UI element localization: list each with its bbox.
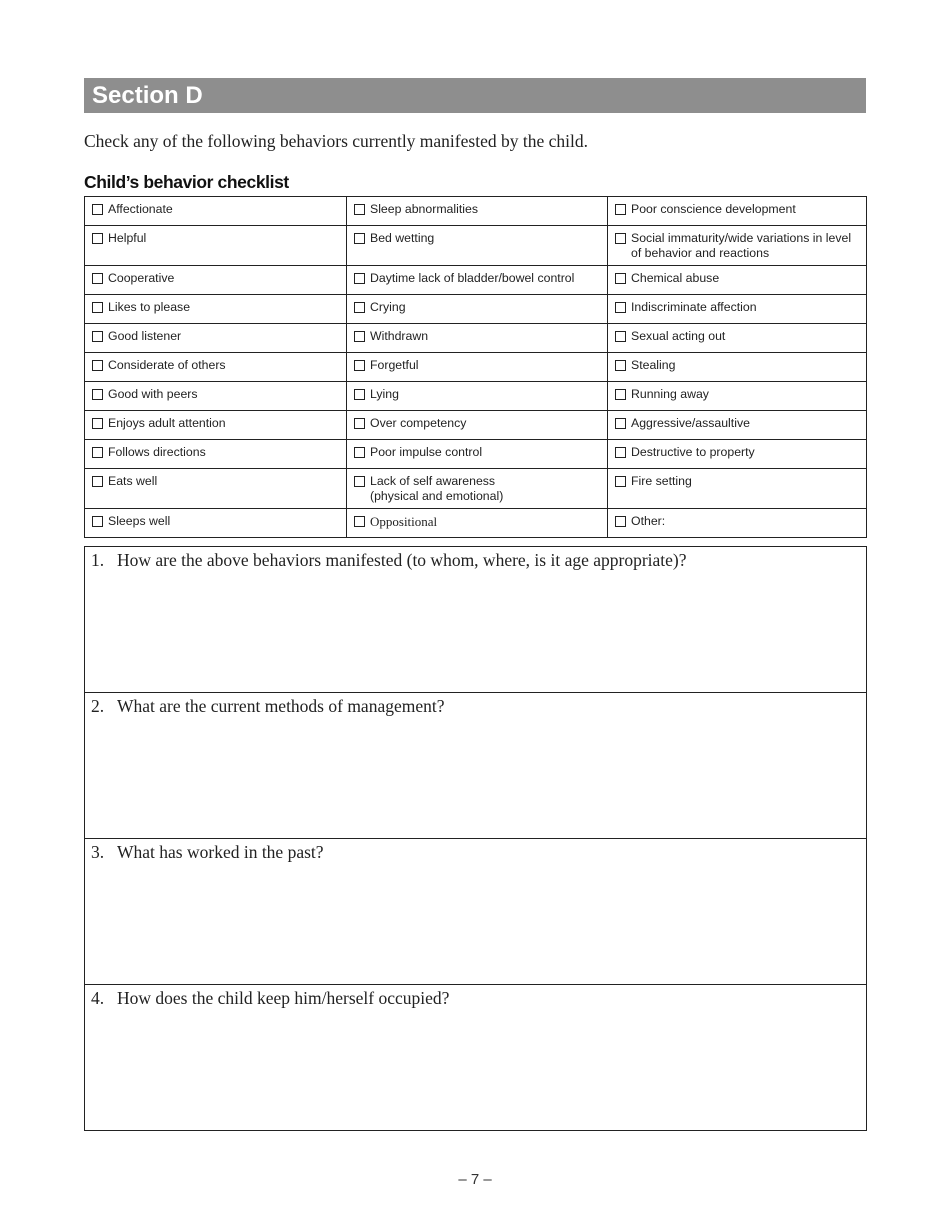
checklist-item-label: Eats well bbox=[108, 474, 158, 488]
checklist-item-label: Bed wetting bbox=[370, 231, 435, 245]
checklist-item-label: Good listener bbox=[108, 329, 182, 343]
checklist-cell bbox=[347, 295, 608, 324]
checklist-item-label: Considerate of others bbox=[108, 358, 226, 372]
checklist-cell bbox=[347, 509, 608, 538]
checklist-item-label: Oppositional bbox=[370, 514, 438, 529]
checklist-item[interactable] bbox=[92, 514, 339, 529]
checklist-cell bbox=[608, 469, 867, 509]
checkbox[interactable] bbox=[92, 418, 103, 429]
checklist-cell bbox=[347, 469, 608, 509]
checkbox[interactable] bbox=[92, 516, 103, 527]
checklist-cell bbox=[347, 197, 608, 226]
checklist-item[interactable] bbox=[615, 514, 859, 529]
checklist-item[interactable] bbox=[354, 387, 600, 402]
checklist-cell bbox=[85, 197, 347, 226]
checkbox[interactable] bbox=[615, 273, 626, 284]
checkbox[interactable] bbox=[354, 389, 365, 400]
checklist-item[interactable] bbox=[354, 416, 600, 431]
checkbox[interactable] bbox=[92, 302, 103, 313]
checkbox[interactable] bbox=[92, 204, 103, 215]
checklist-item[interactable] bbox=[354, 271, 600, 286]
checklist-item[interactable] bbox=[92, 271, 339, 286]
checkbox[interactable] bbox=[354, 447, 365, 458]
checklist-cell bbox=[85, 411, 347, 440]
checkbox[interactable] bbox=[92, 389, 103, 400]
question-number: 2. bbox=[91, 696, 105, 716]
checkbox[interactable] bbox=[615, 360, 626, 371]
checklist-row bbox=[85, 353, 867, 382]
checklist-row bbox=[85, 324, 867, 353]
checkbox[interactable] bbox=[354, 302, 365, 313]
checklist-item[interactable] bbox=[354, 202, 600, 217]
checklist-item-label: Over competency bbox=[370, 416, 467, 430]
checklist-cell bbox=[608, 440, 867, 469]
checklist-cell bbox=[347, 266, 608, 295]
checkbox[interactable] bbox=[92, 476, 103, 487]
checklist-item-label: Follows directions bbox=[108, 445, 206, 459]
checkbox[interactable] bbox=[354, 360, 365, 371]
checklist-item[interactable] bbox=[615, 271, 859, 286]
checklist-item-label: Sexual acting out bbox=[631, 329, 726, 343]
checklist-cell bbox=[85, 353, 347, 382]
question-row bbox=[85, 839, 867, 985]
question-number: 1. bbox=[91, 550, 105, 570]
checklist-item[interactable] bbox=[354, 445, 600, 460]
checklist-cell bbox=[347, 411, 608, 440]
question-row bbox=[85, 547, 867, 693]
checkbox[interactable] bbox=[92, 360, 103, 371]
checkbox[interactable] bbox=[92, 331, 103, 342]
checklist-cell bbox=[347, 440, 608, 469]
checkbox[interactable] bbox=[354, 233, 365, 244]
checkbox[interactable] bbox=[354, 331, 365, 342]
question-answer-box[interactable] bbox=[85, 985, 867, 1131]
checklist-item[interactable] bbox=[92, 358, 339, 373]
checklist-item-label: Lying bbox=[370, 387, 399, 401]
checklist-row bbox=[85, 440, 867, 469]
instruction-text: Check any of the following behaviors currently manifested by the child. bbox=[84, 131, 588, 151]
checklist-item-label: Daytime lack of bladder/bowel control bbox=[370, 271, 575, 285]
checklist-cell bbox=[85, 295, 347, 324]
checklist-item-label: Social immaturity/wide variations in level of behavior and reactions bbox=[631, 231, 852, 260]
checklist-cell bbox=[608, 226, 867, 266]
checklist-item[interactable] bbox=[615, 202, 859, 217]
checklist-item[interactable] bbox=[615, 300, 859, 315]
checklist-row bbox=[85, 197, 867, 226]
checklist-cell bbox=[85, 469, 347, 509]
checklist-cell bbox=[347, 324, 608, 353]
checklist-item-label: Likes to please bbox=[108, 300, 191, 314]
checklist-cell bbox=[85, 440, 347, 469]
checklist-item[interactable] bbox=[92, 474, 339, 489]
checklist-item-label: Forgetful bbox=[370, 358, 419, 372]
checklist-item[interactable] bbox=[92, 231, 339, 246]
checkbox[interactable] bbox=[354, 516, 365, 527]
checkbox[interactable] bbox=[615, 233, 626, 244]
checklist-item[interactable] bbox=[354, 358, 600, 373]
checkbox[interactable] bbox=[615, 476, 626, 487]
checkbox[interactable] bbox=[615, 447, 626, 458]
checklist-cell bbox=[608, 382, 867, 411]
checklist-item-label: Aggressive/assaultive bbox=[631, 416, 750, 430]
checklist-cell bbox=[85, 509, 347, 538]
checklist-item-label: Helpful bbox=[108, 231, 147, 245]
checklist-item[interactable] bbox=[92, 387, 339, 402]
behavior-checklist-table bbox=[84, 196, 867, 538]
checklist-row bbox=[85, 509, 867, 538]
question-answer-box[interactable] bbox=[85, 693, 867, 839]
checkbox[interactable] bbox=[615, 516, 626, 527]
checklist-item[interactable] bbox=[615, 445, 859, 460]
question-answer-box[interactable] bbox=[85, 839, 867, 985]
checklist-item[interactable] bbox=[615, 474, 859, 489]
checkbox[interactable] bbox=[354, 476, 365, 487]
checkbox[interactable] bbox=[615, 389, 626, 400]
checklist-row bbox=[85, 266, 867, 295]
checklist-item[interactable] bbox=[354, 329, 600, 344]
checklist-cell bbox=[85, 324, 347, 353]
question-text: How does the child keep him/herself occupied? bbox=[117, 988, 450, 1008]
question-text: What are the current methods of management? bbox=[117, 696, 445, 716]
checklist-item-label: Indiscriminate affection bbox=[631, 300, 757, 314]
checklist-item-label: Sleep abnormalities bbox=[370, 202, 479, 216]
checklist-row bbox=[85, 226, 867, 266]
checkbox[interactable] bbox=[92, 273, 103, 284]
question-answer-box[interactable] bbox=[85, 547, 867, 693]
checklist-item-label: Fire setting bbox=[631, 474, 692, 488]
checklist-cell bbox=[608, 411, 867, 440]
question-number: 3. bbox=[91, 842, 105, 862]
checklist-item[interactable] bbox=[92, 202, 339, 217]
checklist-item[interactable] bbox=[354, 514, 600, 529]
checklist-item[interactable] bbox=[615, 416, 859, 431]
checklist-item-label: Chemical abuse bbox=[631, 271, 720, 285]
checklist-row bbox=[85, 295, 867, 324]
checklist-row bbox=[85, 411, 867, 440]
checklist-cell bbox=[608, 197, 867, 226]
checklist-item-label: Running away bbox=[631, 387, 709, 401]
checklist-item-label: Poor conscience development bbox=[631, 202, 796, 216]
checklist-item-label: Good with peers bbox=[108, 387, 198, 401]
checkbox[interactable] bbox=[354, 204, 365, 215]
checkbox[interactable] bbox=[354, 418, 365, 429]
checklist-item-label: Enjoys adult attention bbox=[108, 416, 226, 430]
checklist-item-label: Poor impulse control bbox=[370, 445, 483, 459]
checklist-cell bbox=[347, 382, 608, 411]
checklist-cell bbox=[85, 266, 347, 295]
checklist-item[interactable] bbox=[615, 387, 859, 402]
checklist-item[interactable] bbox=[92, 300, 339, 315]
question-text: How are the above behaviors manifested (to whom, where, is it age appropriate)? bbox=[117, 550, 687, 570]
checklist-item[interactable] bbox=[615, 329, 859, 344]
checklist-cell bbox=[347, 353, 608, 382]
checklist-title: Child’s behavior checklist bbox=[84, 172, 289, 192]
checklist-cell bbox=[347, 226, 608, 266]
question-text: What has worked in the past? bbox=[117, 842, 324, 862]
checklist-cell bbox=[608, 353, 867, 382]
checklist-cell bbox=[608, 266, 867, 295]
checklist-row bbox=[85, 382, 867, 411]
checkbox[interactable] bbox=[615, 204, 626, 215]
checklist-item-label: Crying bbox=[370, 300, 406, 314]
section-header: Section D bbox=[84, 78, 866, 113]
checkbox[interactable] bbox=[615, 302, 626, 313]
checklist-item[interactable] bbox=[615, 231, 859, 261]
checklist-item-label: Stealing bbox=[631, 358, 676, 372]
question-row bbox=[85, 693, 867, 839]
checklist-cell bbox=[608, 295, 867, 324]
checklist-item-label: Affectionate bbox=[108, 202, 173, 216]
checklist-item[interactable] bbox=[354, 300, 600, 315]
question-row bbox=[85, 985, 867, 1131]
checkbox[interactable] bbox=[92, 447, 103, 458]
checklist-item[interactable] bbox=[615, 358, 859, 373]
questions-table bbox=[84, 546, 867, 1131]
checklist-cell bbox=[85, 382, 347, 411]
checklist-item-label: Cooperative bbox=[108, 271, 175, 285]
checklist-item-label: Other: bbox=[631, 514, 666, 528]
page-number: – 7 – bbox=[458, 1171, 492, 1188]
checklist-cell bbox=[85, 226, 347, 266]
checklist-cell bbox=[608, 324, 867, 353]
checklist-item-label: Sleeps well bbox=[108, 514, 171, 528]
checklist-item-label: Lack of self awareness (physical and emotional) bbox=[370, 474, 504, 503]
checkbox[interactable] bbox=[615, 331, 626, 342]
checklist-item[interactable] bbox=[354, 231, 600, 246]
question-number: 4. bbox=[91, 988, 105, 1008]
checkbox[interactable] bbox=[92, 233, 103, 244]
checkbox[interactable] bbox=[354, 273, 365, 284]
checkbox[interactable] bbox=[615, 418, 626, 429]
checklist-item-label: Withdrawn bbox=[370, 329, 429, 343]
checklist-item[interactable] bbox=[354, 474, 600, 504]
checklist-item-label: Destructive to property bbox=[631, 445, 755, 459]
checklist-cell bbox=[608, 509, 867, 538]
checklist-item[interactable] bbox=[92, 416, 339, 431]
checklist-item[interactable] bbox=[92, 329, 339, 344]
checklist-row bbox=[85, 469, 867, 509]
checklist-item[interactable] bbox=[92, 445, 339, 460]
